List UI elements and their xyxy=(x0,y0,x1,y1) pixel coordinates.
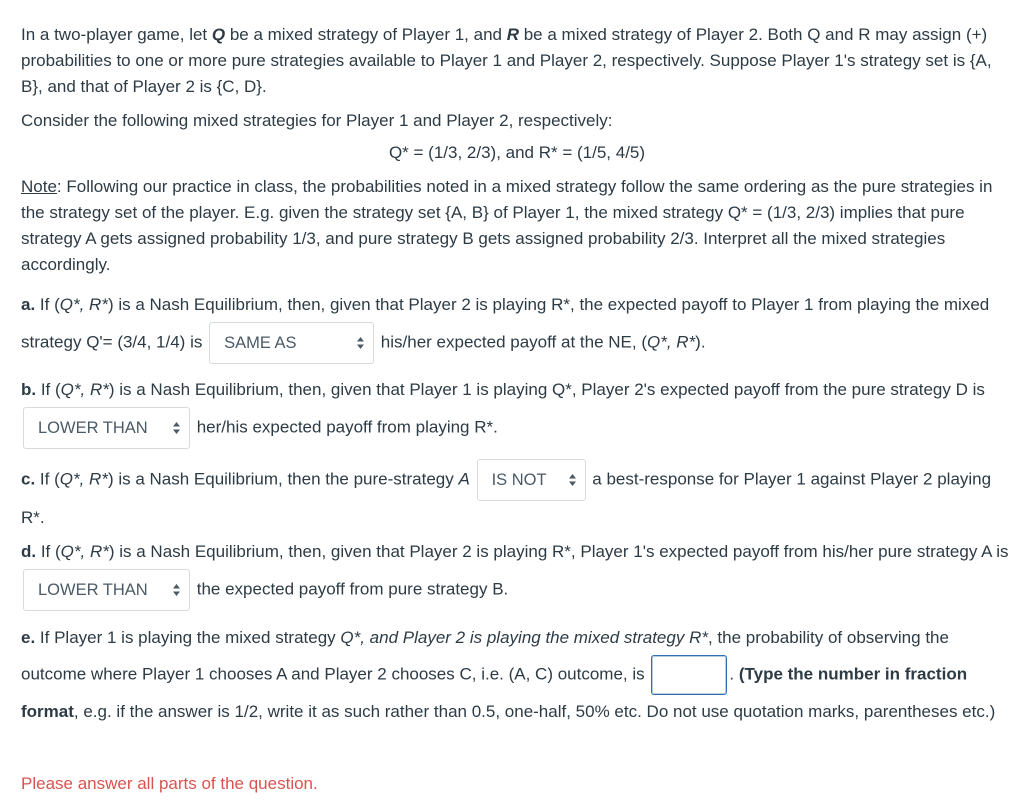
part-e-text-4: , e.g. if the answer is 1/2, write it as such rather than 0.5, one-half, 50% etc. Do not use quotation marks, parentheses etc.) xyxy=(73,702,996,721)
part-b-select-value: LOWER THAN xyxy=(38,419,148,437)
select-arrows-icon xyxy=(172,421,181,435)
part-a-ne: Q*, R* xyxy=(59,295,108,314)
part-e-text-1: If Player 1 is playing the mixed strategy xyxy=(35,628,341,647)
q-symbol: Q xyxy=(211,25,226,44)
part-a-label: a. xyxy=(21,295,36,314)
part-d-select-value: LOWER THAN xyxy=(38,581,148,599)
part-a-text-2: ) is a Nash Equilibrium, then, given that Player 2 is playing R*, the expected payoff to Player 1 from playing the mixed strategy Q'= (3/4, 1/4) is xyxy=(21,295,990,352)
part-c-text-3: a best-response for Player 1 against Player 2 playing R*. xyxy=(21,469,992,527)
select-arrows-icon xyxy=(356,336,365,350)
part-a-select-value: SAME AS xyxy=(224,334,297,352)
part-d-ne: Q*, R* xyxy=(60,542,109,561)
question-body xyxy=(21,22,1013,729)
intro-paragraph xyxy=(21,22,1013,100)
note-label: Note xyxy=(21,177,57,196)
part-b-select[interactable] xyxy=(23,407,190,449)
part-e-bold-instruction: (Type the number in fraction format xyxy=(21,664,968,721)
r-symbol: R xyxy=(506,25,519,44)
part-d-text-3: the expected payoff from pure strategy B. xyxy=(192,579,509,599)
part-e-text-3: . xyxy=(729,664,739,684)
part-c-select[interactable] xyxy=(477,459,586,501)
part-a-text-3: his/her expected payoff at the NE, ( xyxy=(376,332,647,352)
note-text: : Following our practice in class, the probabilities noted in a mixed strategy follow the same ordering as the pure strategies in the strategy set of the player. E.g. given the strategy set {A, B} of Player 1, the mixed strategy Q* = (1/3, 2/3) implies that pure strategy A gets assigned probability 1/3, and pure strategy B gets assigned probability 2/3. Interpret all the mixed strategies accordingly. xyxy=(21,177,993,274)
intro-text-3: be a mixed strategy of Player 2. Both Q and R may assign (+) probabilities to one or more pure strategies available to Player 1 and Player 2, respectively. Suppose Player 1's strategy set is {A, B}, and that of Player 2 is {C, D}. xyxy=(21,25,992,96)
part-a-text-4: ). xyxy=(695,332,706,352)
part-b-text-1: If ( xyxy=(36,380,61,399)
part-c-strategy-a: A xyxy=(458,469,470,489)
part-e-answer-input[interactable] xyxy=(651,655,727,695)
part-b-text-2: ) is a Nash Equilibrium, then, given that Player 1 is playing Q*, Player 2's expected payoff from the pure strategy D is xyxy=(108,380,985,399)
part-c xyxy=(21,459,1013,535)
error-message: Please answer all parts of the question. xyxy=(21,774,318,793)
part-e xyxy=(21,621,1013,729)
part-b-label: b. xyxy=(21,380,37,399)
part-e-label: e. xyxy=(21,628,36,647)
part-c-select-value: IS NOT xyxy=(491,471,547,489)
part-c-label: c. xyxy=(21,469,36,489)
part-e-text-2: , the probability of observing the outcome where Player 1 chooses A and Player 2 chooses C, i.e. (A, C) outcome, is xyxy=(21,628,949,684)
part-a xyxy=(21,288,1013,364)
part-d-select[interactable] xyxy=(23,569,190,611)
strategies-line: Q* = (1/3, 2/3), and R* = (1/5, 4/5) xyxy=(388,143,646,162)
part-b-ne: Q*, R* xyxy=(60,380,109,399)
part-d-text-1: If ( xyxy=(36,542,61,561)
part-d-text-2: ) is a Nash Equilibrium, then, given that Player 2 is playing R*, Player 1's expected payoff from his/her pure strategy A is xyxy=(108,542,1009,561)
part-d xyxy=(21,535,1013,611)
part-c-text-1: If ( xyxy=(35,469,60,489)
part-a-select[interactable] xyxy=(209,322,374,364)
part-a-ne-2: Q*, R* xyxy=(646,332,696,352)
select-arrows-icon xyxy=(568,473,577,487)
note-paragraph xyxy=(21,174,1013,278)
part-a-text-1: If ( xyxy=(35,295,60,314)
consider-text: Consider the following mixed strategies for Player 1 and Player 2, respectively: xyxy=(21,111,613,130)
intro-text-2: be a mixed strategy of Player 1, and xyxy=(225,25,507,44)
part-e-italic: Q*, and Player 2 is playing the mixed strategy R* xyxy=(340,628,708,647)
intro-text-1: In a two-player game, let xyxy=(21,25,212,44)
part-b xyxy=(21,373,1013,449)
part-b-text-3: her/his expected payoff from playing R*. xyxy=(192,417,498,437)
select-arrows-icon xyxy=(172,583,181,597)
part-c-text-2: ) is a Nash Equilibrium, then the pure-strategy xyxy=(107,469,459,489)
part-c-ne: Q*, R* xyxy=(59,469,108,489)
part-d-label: d. xyxy=(21,542,37,561)
